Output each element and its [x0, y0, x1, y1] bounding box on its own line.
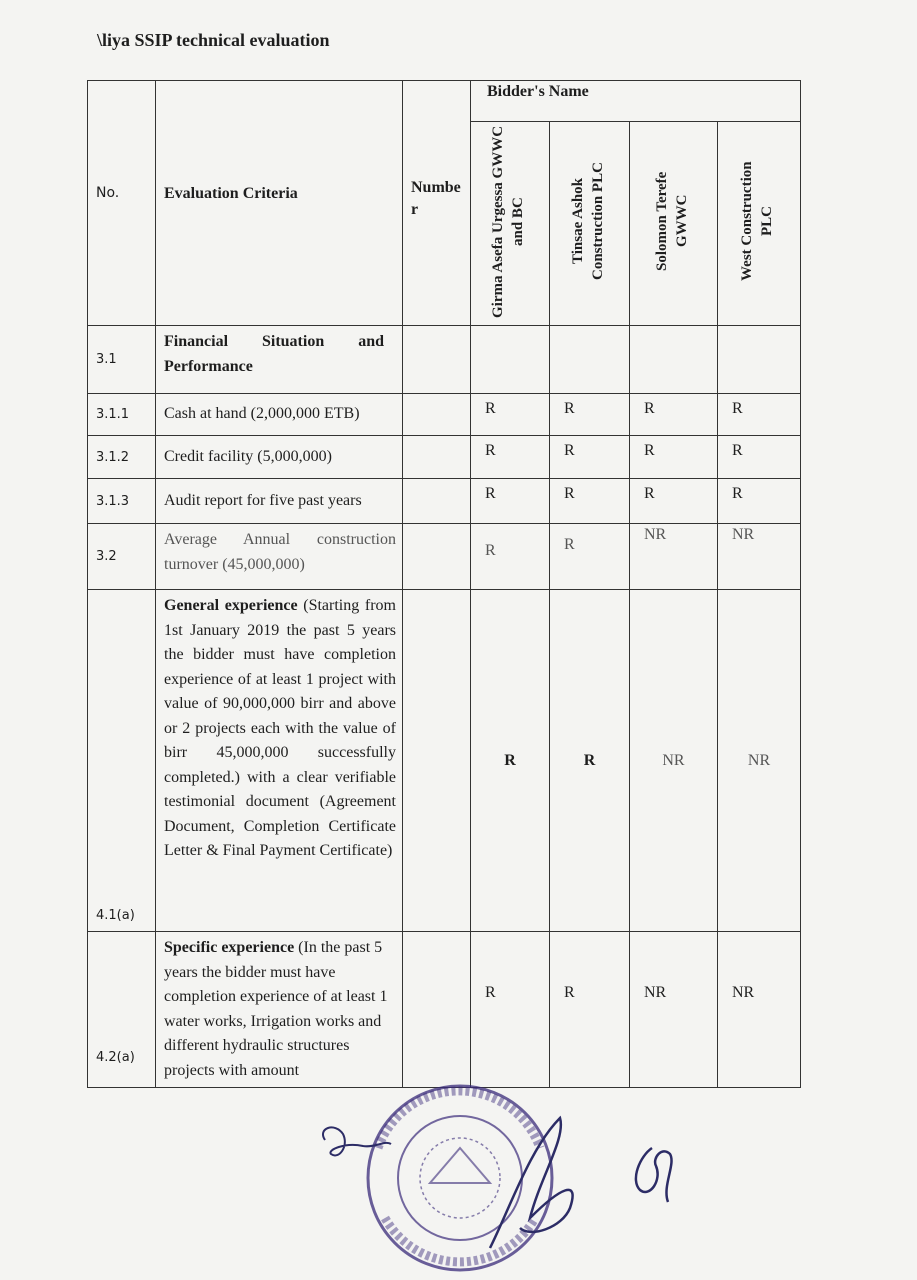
- table-row: [88, 932, 801, 1088]
- mark-cell: R: [630, 479, 718, 524]
- header-no: No.: [88, 81, 156, 326]
- mark-cell: R: [471, 436, 550, 479]
- evaluation-table: [87, 80, 801, 1088]
- mark-cell: NR: [718, 590, 801, 932]
- row-number: 4.1(a): [88, 590, 156, 932]
- row-number: 4.2(a): [88, 932, 156, 1088]
- table-row: [88, 590, 801, 932]
- bidder-header-1: [471, 122, 550, 326]
- mark-cell: R: [550, 436, 630, 479]
- mark-cell: [718, 326, 801, 394]
- criteria-text: (In the past 5 years the bidder must have completion experience of at least 1 water works, Irrigation works and different hydraulic structures projects with amount: [164, 939, 388, 1079]
- number-cell: [403, 932, 471, 1088]
- mark-cell: R: [630, 394, 718, 436]
- mark-cell: R: [471, 479, 550, 524]
- bidder-header-3: [630, 122, 718, 326]
- number-cell: [403, 326, 471, 394]
- signature-image: [315, 1120, 395, 1180]
- mark-cell: R: [718, 394, 801, 436]
- criteria-text: (Starting from 1st January 2019 the past 5 years the bidder must have completion experience of at least 1 project with value of 90,000,000 birr and above or 2 projects each with the value of birr 45,000,000 successfully completed.) with a clear verifiable testimonial document (Agreement Document, Completion Certificate Letter & Final Payment Certificate): [164, 597, 397, 859]
- mark-cell: [550, 326, 630, 394]
- mark-cell: R: [550, 394, 630, 436]
- row-number: 3.2: [88, 524, 156, 590]
- table-row: [88, 479, 801, 524]
- mark-cell: R: [630, 436, 718, 479]
- mark-cell: R: [550, 590, 630, 932]
- number-cell: [403, 394, 471, 436]
- bidder-name: West Construction PLC: [739, 161, 776, 281]
- criteria-cell: [156, 590, 403, 932]
- mark-cell: NR: [630, 524, 718, 590]
- bidder-name: Girma Asefa Urgessa GWWC and BC: [490, 124, 526, 318]
- row-number: 3.1: [88, 326, 156, 394]
- table-row: [88, 436, 801, 479]
- signature-image: [622, 1140, 682, 1210]
- mark-cell: R: [718, 436, 801, 479]
- row-number: 3.1.1: [88, 394, 156, 436]
- header-row-1: [88, 81, 801, 122]
- criteria-cell: [156, 326, 403, 394]
- mark-cell: R: [471, 590, 550, 932]
- bidder-name: Solomon Terefe GWWC: [653, 171, 690, 271]
- row-number: 3.1.2: [88, 436, 156, 479]
- header-bidders-name: Bidder's Name: [471, 81, 801, 122]
- criteria-bold: Financial Situation and Performance: [164, 333, 384, 375]
- number-cell: [403, 524, 471, 590]
- mark-cell: NR: [718, 524, 801, 590]
- table-row: [88, 326, 801, 394]
- mark-cell: R: [550, 479, 630, 524]
- criteria-cell: Credit facility (5,000,000): [156, 436, 403, 479]
- criteria-bold: General experience: [164, 597, 298, 614]
- number-cell: [403, 590, 471, 932]
- mark-cell: [471, 326, 550, 394]
- page-title: \liya SSIP technical evaluation: [97, 30, 330, 50]
- mark-cell: R: [550, 524, 630, 590]
- mark-cell: R: [471, 932, 550, 1088]
- bidder-header-4: [718, 122, 801, 326]
- header-number: Numbe r: [403, 81, 471, 326]
- criteria-bold: Specific experience: [164, 939, 295, 956]
- row-number: 3.1.3: [88, 479, 156, 524]
- criteria-cell: Audit report for five past years: [156, 479, 403, 524]
- signature-image: [470, 1108, 590, 1258]
- number-cell: [403, 479, 471, 524]
- bidder-header-2: [550, 122, 630, 326]
- mark-cell: R: [550, 932, 630, 1088]
- mark-cell: [630, 326, 718, 394]
- table-row: [88, 394, 801, 436]
- mark-cell: R: [471, 394, 550, 436]
- mark-cell: NR: [630, 590, 718, 932]
- number-cell: [403, 436, 471, 479]
- mark-cell: NR: [718, 932, 801, 1088]
- mark-cell: R: [471, 524, 550, 590]
- criteria-cell: Average Annual construction turnover (45,000,000): [156, 524, 403, 590]
- header-criteria: Evaluation Criteria: [156, 81, 403, 326]
- criteria-cell: Cash at hand (2,000,000 ETB): [156, 394, 403, 436]
- mark-cell: R: [718, 479, 801, 524]
- bidder-name: Tinsae Ashok Construction PLC: [569, 162, 606, 280]
- table-row: [88, 524, 801, 590]
- mark-cell: NR: [630, 932, 718, 1088]
- criteria-cell: [156, 932, 403, 1088]
